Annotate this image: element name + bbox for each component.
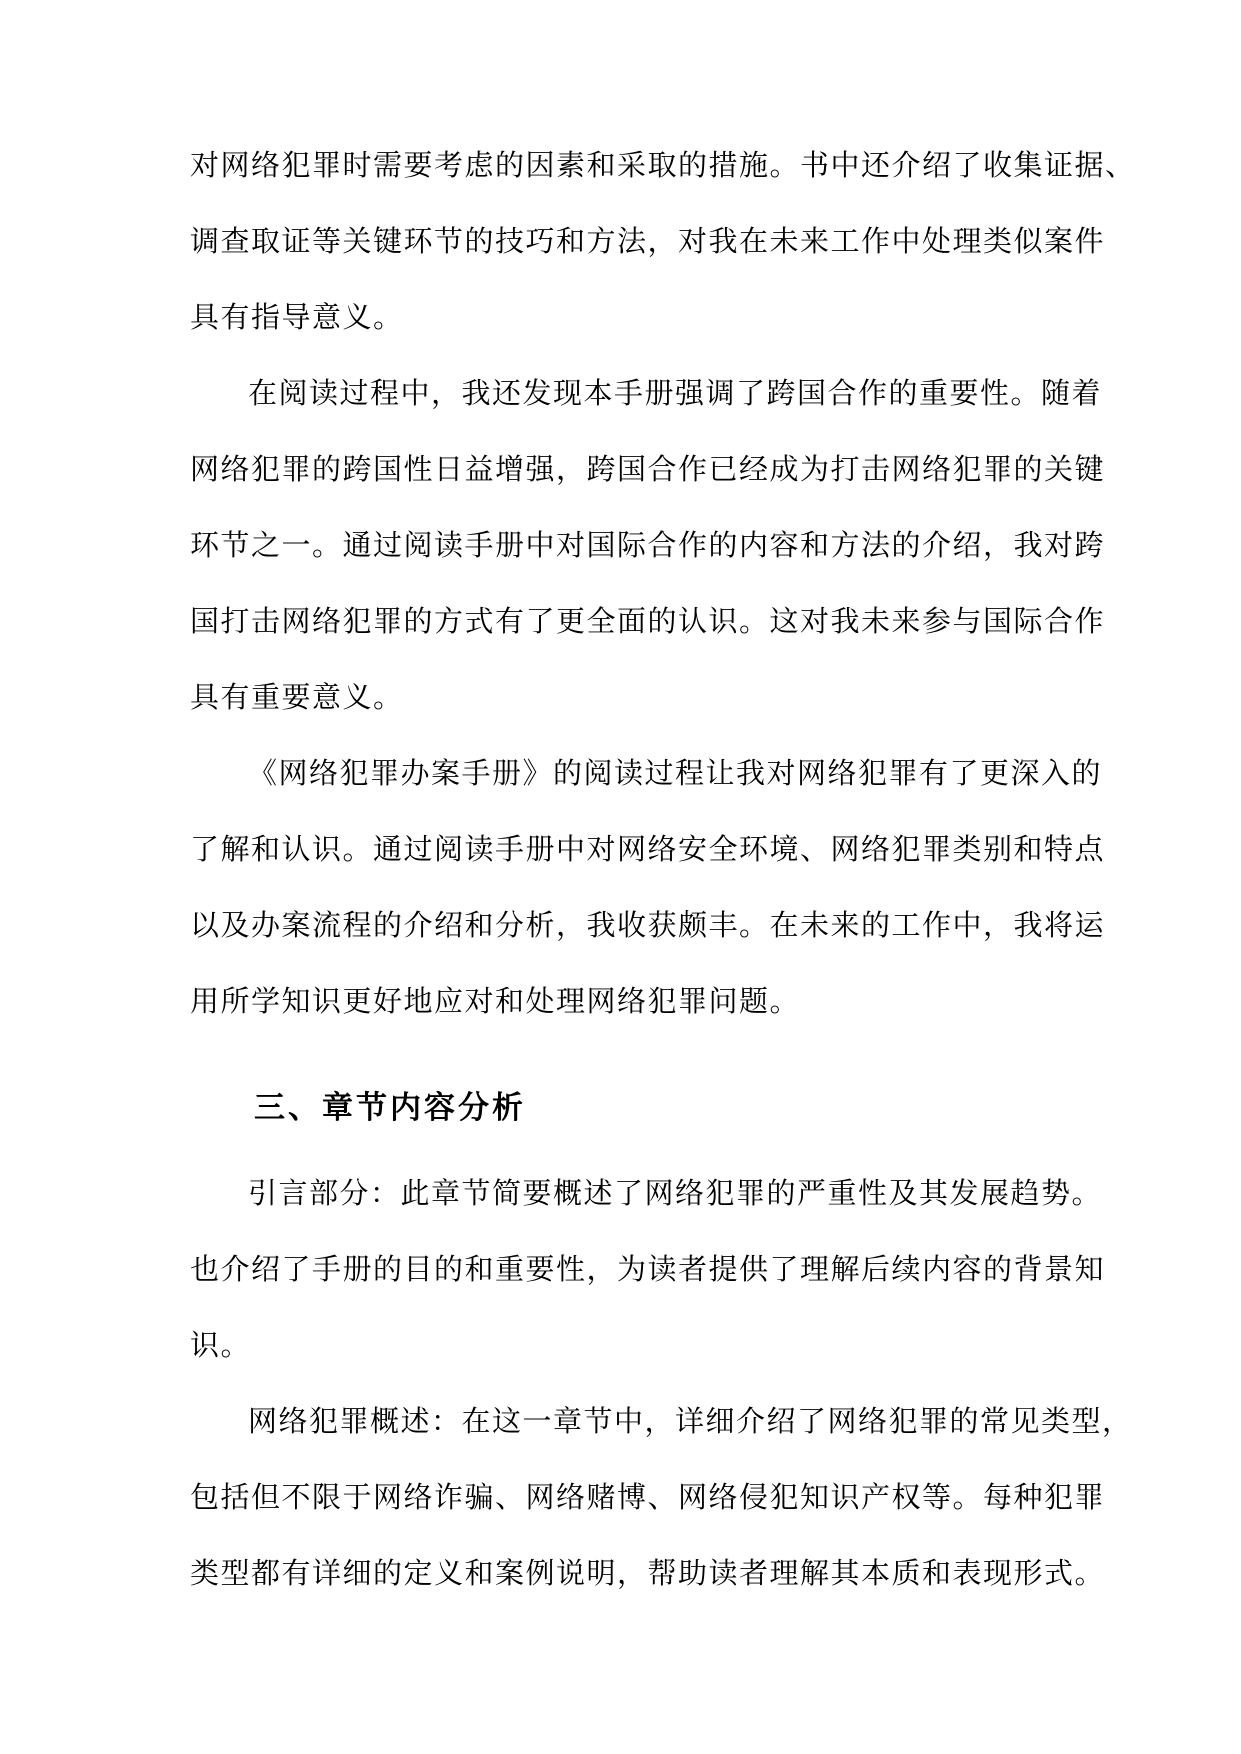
text-line: 类型都有详细的定义和案例说明，帮助读者理解其本质和表现形式。 bbox=[190, 1556, 1106, 1590]
text-line: 包括但不限于网络诈骗、网络赌博、网络侵犯知识产权等。每种犯罪 bbox=[190, 1480, 1106, 1514]
text-line: 引言部分：此章节简要概述了网络犯罪的严重性及其发展趋势。 bbox=[248, 1176, 1103, 1210]
text-line: 网络犯罪的跨国性日益增强，跨国合作已经成为打击网络犯罪的关键 bbox=[190, 452, 1106, 486]
text-line: 网络犯罪概述：在这一章节中，详细介绍了网络犯罪的常见类型， bbox=[248, 1404, 1133, 1438]
text-line: 《网络犯罪办案手册》的阅读过程让我对网络犯罪有了更深入的 bbox=[248, 756, 1103, 790]
text-line: 对网络犯罪时需要考虑的因素和采取的措施。书中还介绍了收集证据、 bbox=[190, 148, 1136, 182]
section-heading: 三、章节内容分析 bbox=[254, 1090, 526, 1126]
text-line: 识。 bbox=[190, 1328, 252, 1362]
text-line: 在阅读过程中，我还发现本手册强调了跨国合作的重要性。随着 bbox=[248, 376, 1103, 410]
text-line: 环节之一。通过阅读手册中对国际合作的内容和方法的介绍，我对跨 bbox=[190, 528, 1106, 562]
text-line: 调查取证等关键环节的技巧和方法，对我在未来工作中处理类似案件 bbox=[190, 224, 1106, 258]
text-line: 也介绍了手册的目的和重要性，为读者提供了理解后续内容的背景知 bbox=[190, 1252, 1106, 1286]
text-line: 以及办案流程的介绍和分析，我收获颇丰。在未来的工作中，我将运 bbox=[190, 908, 1106, 942]
text-line: 具有指导意义。 bbox=[190, 300, 404, 334]
text-line: 国打击网络犯罪的方式有了更全面的认识。这对我未来参与国际合作 bbox=[190, 604, 1106, 638]
text-line: 了解和认识。通过阅读手册中对网络安全环境、网络犯罪类别和特点 bbox=[190, 832, 1106, 866]
text-line: 具有重要意义。 bbox=[190, 680, 404, 714]
text-line: 用所学知识更好地应对和处理网络犯罪问题。 bbox=[190, 984, 801, 1018]
